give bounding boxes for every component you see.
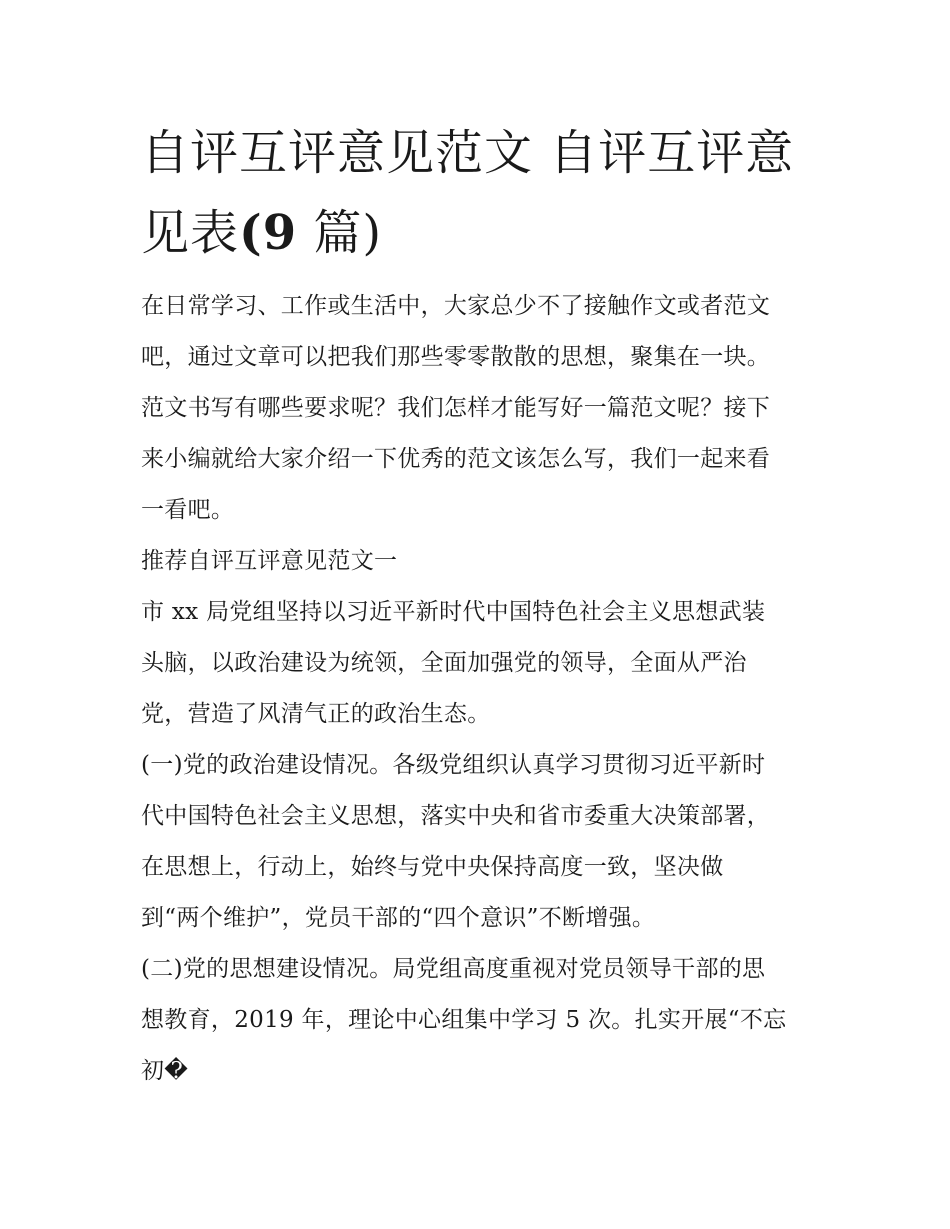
title-line-2-bold: (9 [239, 205, 298, 261]
section-heading: 推荐自评互评意见范文一 [141, 548, 398, 574]
body-line: 头脑，以政治建设为统领，全面加强党的领导，全面从严治 [141, 650, 747, 676]
body-line: 一看吧。 [141, 497, 235, 523]
body-line: 在思想上，行动上，始终与党中央保持高度一致，坚决做 [141, 854, 724, 880]
title-line-2-suffix: 篇) [313, 205, 383, 261]
body-line: 到“两个维护”，党员干部的“四个意识”不断增强。 [141, 905, 656, 931]
body-line: 范文书写有哪些要求呢？我们怎样才能写好一篇范文呢？接下 [141, 395, 771, 421]
document-title [141, 113, 821, 273]
document-body [141, 281, 821, 1097]
title-line-2 [141, 193, 821, 273]
body-line: 代中国特色社会主义思想，落实中央和省市委重大决策部署， [141, 803, 771, 829]
body-line: 市 xx 局党组坚持以习近平新时代中国特色社会主义思想武装 [141, 599, 766, 625]
body-line: 在日常学习、工作或生活中，大家总少不了接触作文或者范文 [141, 293, 771, 319]
body-line: (二)党的思想建设情况。局党组高度重视对党员领导干部的思 [141, 956, 766, 982]
body-line: 吧，通过文章可以把我们那些零零散散的思想，聚集在一块。 [141, 344, 771, 370]
body-line: 来小编就给大家介绍一下优秀的范文该怎么写，我们一起来看 [141, 446, 771, 472]
body-line: 想教育，2019 年，理论中心组集中学习 5 次。扎实开展“不忘 [141, 1007, 787, 1033]
title-line-2-prefix: 见表 [141, 205, 240, 261]
body-line: 党，营造了风清气正的政治生态。 [141, 701, 491, 727]
title-line-1: 自评互评意见范文 自评互评意 [141, 125, 795, 181]
body-line: (一)党的政治建设情况。各级党组织认真学习贯彻习近平新时 [141, 752, 766, 778]
body-line: 初� [141, 1058, 189, 1084]
document-page [141, 113, 821, 1097]
